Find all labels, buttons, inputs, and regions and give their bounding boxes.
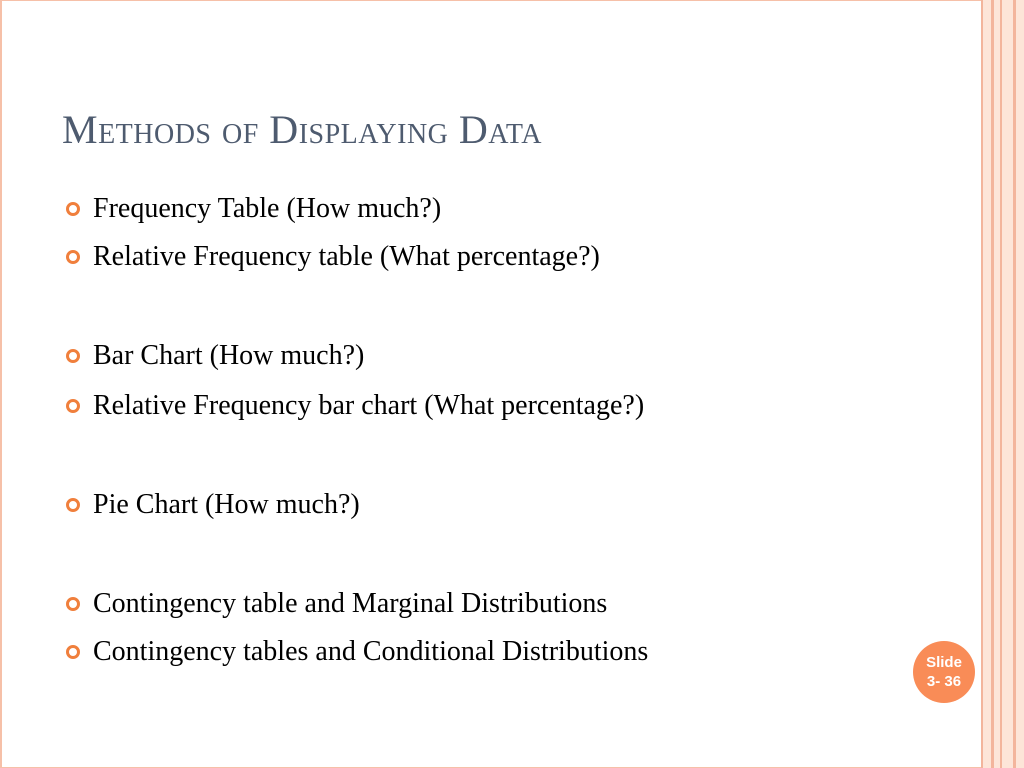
bullet-circle-icon <box>66 645 80 659</box>
bullet-text: Relative Frequency table (What percentage?) <box>93 241 600 272</box>
bullet-text: Frequency Table (How much?) <box>93 193 442 224</box>
slide-badge-number: 3- 36 <box>926 673 962 690</box>
bullet-text: Bar Chart (How much?) <box>93 340 365 371</box>
right-border-stripe <box>983 0 991 768</box>
list-item <box>66 191 441 227</box>
list-item <box>66 239 600 275</box>
list-item <box>66 338 364 374</box>
right-border-stripe <box>1002 0 1013 768</box>
slide-badge-label: Slide <box>926 654 962 671</box>
bullet-circle-icon <box>66 399 80 413</box>
bullet-circle-icon <box>66 498 80 512</box>
bullet-list <box>66 0 926 768</box>
slide-number-badge <box>913 641 975 703</box>
list-item <box>66 487 360 523</box>
slide-title: Methods of Displaying Data <box>62 107 542 152</box>
bullet-text: Relative Frequency bar chart (What percentage?) <box>93 390 645 421</box>
bullet-text: Contingency table and Marginal Distributions <box>93 588 608 619</box>
bullet-circle-icon <box>66 349 80 363</box>
list-item <box>66 388 644 424</box>
bullet-text: Contingency tables and Conditional Distributions <box>93 636 649 667</box>
bullet-circle-icon <box>66 202 80 216</box>
bullet-text: Pie Chart (How much?) <box>93 489 360 520</box>
bullet-circle-icon <box>66 597 80 611</box>
list-item <box>66 586 607 622</box>
right-border-stripe <box>1016 0 1024 768</box>
list-item <box>66 634 648 670</box>
bullet-circle-icon <box>66 250 80 264</box>
